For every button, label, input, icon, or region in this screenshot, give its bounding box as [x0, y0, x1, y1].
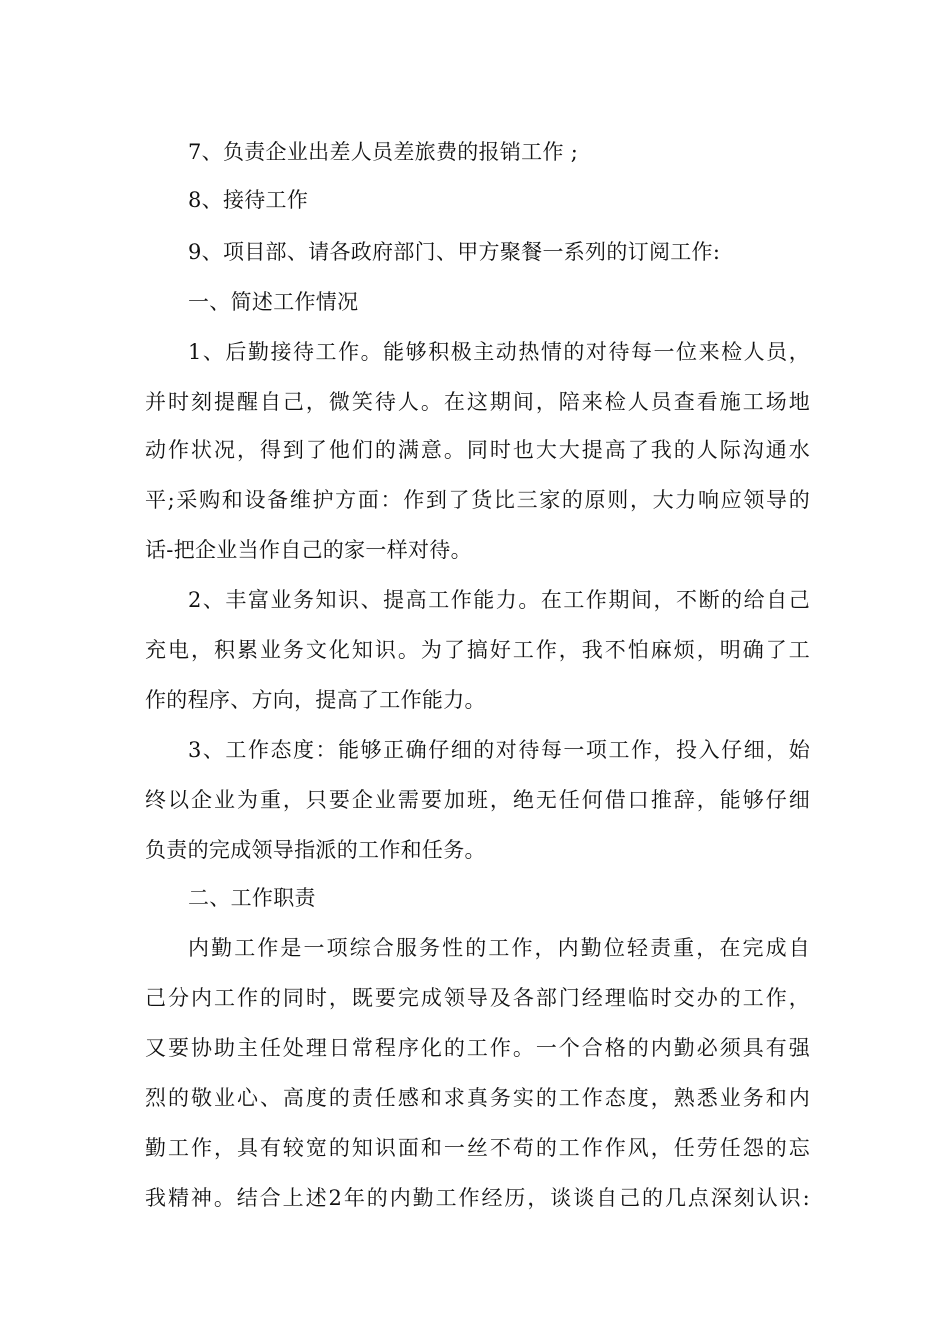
section-heading: 二、工作职责	[188, 886, 316, 910]
text-line: 终以企业为重，只要企业需要加班，绝无任何借口推辞，能够仔细	[145, 788, 810, 812]
text-line: 我精神。结合上述2年的内勤工作经历，谈谈自己的几点深刻认识:	[145, 1186, 810, 1210]
text-line: 充电，积累业务文化知识。为了搞好工作，我不怕麻烦，明确了工	[145, 638, 810, 662]
text-line: 3、工作态度：能够正确仔细的对待每一项工作，投入仔细，始	[188, 738, 810, 762]
text-line: 1、后勤接待工作。能够积极主动热情的对待每一位来检人员，	[188, 340, 810, 364]
text-line: 己分内工作的同时，既要完成领导及各部门经理临时交办的工作，	[145, 986, 810, 1010]
text-line: 烈的敬业心、高度的责任感和求真务实的工作态度，熟悉业务和内	[145, 1086, 810, 1110]
text-line: 作的程序、方向，提高了工作能力。	[145, 688, 486, 712]
text-line: 勤工作，具有较宽的知识面和一丝不苟的工作作风，任劳任怨的忘	[145, 1136, 810, 1160]
text-line: 内勤工作是一项综合服务性的工作，内勤位轻责重，在完成自	[188, 936, 810, 960]
text-line: 2、丰富业务知识、提高工作能力。在工作期间，不断的给自己	[188, 588, 810, 612]
text-line: 话-把企业当作自己的家一样对待。	[145, 538, 472, 562]
text-line: 8、接待工作	[188, 188, 309, 212]
text-line: 7、负责企业出差人员差旅费的报销工作 ;	[188, 140, 579, 164]
text-line: 9、项目部、请各政府部门、甲方聚餐一系列的订阅工作:	[188, 240, 721, 264]
text-line: 又要协助主任处理日常程序化的工作。一个合格的内勤必须具有强	[145, 1036, 810, 1060]
text-line: 动作状况，得到了他们的满意。同时也大大提高了我的人际沟通水	[145, 438, 810, 462]
text-line: 并时刻提醒自己，微笑待人。在这期间，陪来检人员查看施工场地	[145, 390, 810, 414]
text-line: 负责的完成领导指派的工作和任务。	[145, 838, 486, 862]
text-line: 平;采购和设备维护方面：作到了货比三家的原则，大力响应领导的	[145, 488, 810, 512]
section-heading: 一、简述工作情况	[188, 290, 359, 314]
